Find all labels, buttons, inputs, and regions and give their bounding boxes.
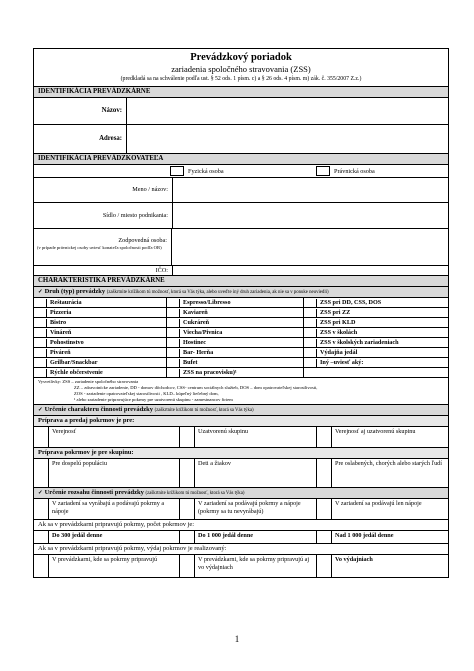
note-line: ZOS - zariadenie opatrovateľskej starostlivosti , KLD– kúpeľný liečebný dom, [74,391,219,396]
type-label: Bistro [50,319,67,326]
type-checkbox[interactable] [304,329,317,337]
both-checkbox[interactable] [317,427,332,447]
type-option [34,298,167,307]
type-row [34,368,448,378]
form [33,48,449,578]
type-grid [34,298,448,378]
type-option [304,328,448,337]
type-checkbox[interactable] [167,299,180,307]
provider-name-label: Meno / názov: [34,178,173,202]
for-heading: Príprava pokrmov je pre skupinu: [34,448,448,459]
type-option [167,338,304,347]
option-label: V zariadení sa vyrábajú a podávajú pokrmy a nápoje [52,500,165,515]
drinks-only-checkbox[interactable] [317,499,332,519]
type-label: ZSS na pracovisku)¹ [183,369,237,376]
type-checkbox[interactable] [34,299,47,307]
type-label: Cukráreň [183,319,210,326]
type-checkbox[interactable] [167,339,180,347]
type-label: Iný –uviesť aký: [320,359,364,366]
type-option [34,348,167,357]
type-label: ZSS pri DD, CSS, DOS [320,299,382,306]
activity-heading-row [34,405,448,416]
provider-name-field[interactable] [173,178,448,202]
type-row [34,318,448,328]
note-line: Vysvetlivky: ZSS – zariadenie spoločného stravovania [38,379,139,384]
type-option [167,298,304,307]
option-label: Verejnosť aj uzatvorenú skupinu [335,428,416,435]
responsible-label: Zodpovedná osoba: [118,237,167,244]
type-checkbox[interactable] [167,319,180,327]
option-label: Verejnosť [52,428,77,435]
type-option [304,308,448,317]
responsible-note: (v prípade právnickej osoby uviesť konateľa spoločnosti podľa OR) [37,245,162,250]
type-label: ZSS pri ZZ [320,309,351,316]
count-heading: Ak sa v prevádzkarni pripravujú pokrmy, počet pokrmov je: [34,520,448,531]
section-operator: IDENTIFIKÁCIA PREVÁDZKÁRNE [34,87,448,98]
type-option [167,308,304,317]
type-heading: Druh (typ) prevádzky [44,288,106,295]
type-option [167,348,304,357]
note-line: ¹ alebo zariadenie pripravujúce pokrmy pre uzatvorenú skupinu - zamestnancov firiem [74,397,233,402]
type-label: Reštaurácia [50,299,82,306]
option-label: Uzatvorenú skupinu [198,428,249,435]
legal-note: (predkladá sa na schválenie podľa ust. § 52 ods. 1 písm. c) a § 26 ods. 4 písm. m) zák. č. 355/2007 Z.z.) [120,76,362,82]
type-checkbox[interactable] [167,309,180,317]
type-option [304,348,448,357]
type-option [34,368,167,377]
count-1000-checkbox[interactable] [180,531,195,543]
checkmark-icon: ✓ [38,289,43,295]
where-heading: Ak sa v prevádzkarni pripravujú pokrmy, výdaj pokrmov je realizovaný: [34,544,448,555]
responsible-field[interactable] [172,229,448,265]
public-checkbox[interactable] [34,427,49,447]
type-option [304,358,448,367]
seat-label: Sídlo / miesto podnikania: [34,203,173,228]
type-option [167,368,304,377]
ico-field[interactable] [173,266,448,275]
section-characteristics: CHARAKTERISTIKA PREVÁDZKÁRNE [34,276,448,287]
type-checkbox[interactable] [34,329,47,337]
type-label: Hostinec [183,339,207,346]
name-field[interactable] [127,98,448,124]
form-subtitle: zariadenia spoločného stravovania (ZSS) [171,64,311,74]
type-checkbox[interactable] [34,349,47,357]
type-checkbox[interactable] [167,359,180,367]
activity-heading: Určenie charakteru činnosti prevádzky [44,406,153,413]
children-checkbox[interactable] [180,459,195,487]
type-option [34,338,167,347]
name-label: Názov: [34,98,127,124]
address-label: Adresa: [34,125,127,153]
type-option [304,318,448,327]
type-label: ZSS v školách [320,329,358,336]
seat-field[interactable] [173,203,448,228]
type-label: Kaviareň [183,309,208,316]
type-checkbox[interactable] [167,369,180,377]
type-row [34,308,448,318]
type-row [34,338,448,348]
type-checkbox[interactable] [304,349,317,357]
type-option [167,358,304,367]
type-checkbox[interactable] [304,339,317,347]
option-label: Pre dospelú populáciu [52,460,107,467]
type-option [304,338,448,347]
note-line: ZZ – zdravotnícke zariadenie, DD - domov dôchodcov, CSS- centrum sociálnych služieb, DOS – dom opatrovateľskej starostlivosti, [74,385,318,390]
prep-heading: Príprava a predaj pokrmov je pre: [34,416,448,427]
type-row [34,358,448,368]
type-option [167,328,304,337]
option-label: Nad 1 000 jedál denne [335,532,394,539]
type-checkbox[interactable] [34,359,47,367]
closed-group-checkbox[interactable] [180,427,195,447]
option-label: V prevádzkarni, kde sa pokrmy pripravujú aj vo výdajniach [198,556,310,571]
type-label: Espresso/Libresso [183,299,231,306]
type-checkbox[interactable] [304,299,317,307]
type-option [167,318,304,327]
section-provider: IDENTIFIKÁCIA PREVÁDZKOVATEĽA [34,154,448,165]
type-checkbox[interactable] [34,369,47,377]
legal-person-label: Právnická osoba [334,167,375,175]
produce-serve-checkbox[interactable] [34,499,49,519]
address-field[interactable] [127,125,448,153]
type-row [34,328,448,338]
form-header [34,49,448,87]
type-option [34,358,167,367]
scope-heading-row [34,488,448,499]
type-option [34,318,167,327]
checkmark-icon: ✓ [38,407,43,413]
where-kitchen-checkbox[interactable] [34,555,49,577]
type-label: Výdajňa jedál [320,349,358,356]
type-option [304,298,448,307]
type-label: Bar- Herňa [183,349,214,356]
type-checkbox[interactable] [304,309,317,317]
count-over-1000-checkbox[interactable] [317,531,332,543]
legal-person-checkbox[interactable] [316,166,330,176]
checkmark-icon: ✓ [38,490,43,496]
option-label: Do 300 jedál denne [52,532,103,539]
activity-hint: (zaškrtnite krížikom tú možnosť, ktorá sa Vás týka) [154,408,254,413]
type-checkbox[interactable] [304,319,317,327]
type-row [34,298,448,308]
sick-checkbox[interactable] [317,459,332,487]
natural-person-checkbox[interactable] [170,166,184,176]
type-label: Rýchle občerstvenie [50,369,103,376]
ico-label: IČO: [34,266,173,275]
type-checkbox[interactable] [167,349,180,357]
count-300-checkbox[interactable] [34,531,49,543]
type-label: Viecha/Pivnica [183,329,223,336]
form-title: Prevádzkový poriadok [190,52,292,63]
option-label: V prevádzkarni, kde sa pokrmy pripravujú [52,556,158,563]
option-label: V zariadení sa podávajú len nápoje [335,500,422,507]
type-row [34,348,448,358]
scope-heading: Určenie rozsahu činnosti prevádzky [44,489,144,496]
type-heading-row [34,287,448,298]
option-label: Do 1 000 jedál denne [198,532,254,539]
type-checkbox[interactable] [167,329,180,337]
type-label: ZSS pri KLD [320,319,356,326]
type-label: Pizzeria [50,309,72,316]
serve-only-checkbox[interactable] [180,499,195,519]
where-outlets-checkbox[interactable] [317,555,332,577]
type-checkbox[interactable] [304,359,317,367]
type-hint: (zaškrtnite krížikom tú možnosť, ktorá sa Vás týka, alebo uveďte iný druh zariadenia, ak nie sa v ponuke neuviedli) [106,290,329,295]
option-label: Deti a žiakov [198,460,231,467]
type-option [34,308,167,317]
type-label: ZSS v školských zariadeniach [320,339,399,346]
type-label: Pohostinstvo [50,339,84,346]
type-checkbox[interactable] [34,309,47,317]
option-label: Pre oslabených, chorých alebo starých ľudí [335,460,442,467]
type-checkbox[interactable] [34,339,47,347]
type-checkbox[interactable] [34,319,47,327]
scope-hint: (zaškrtnite krížikom tú možnosť, ktorá sa Vás týka) [145,491,245,496]
type-option [34,328,167,337]
natural-person-label: Fyzická osoba [188,167,224,175]
option-label: V zariadení sa podávajú pokrmy a nápoje (pokrmy sa tu nevyrábajú) [198,500,301,515]
type-option [304,368,448,377]
type-label: Grilbar/Snackbar [50,359,98,366]
adults-checkbox[interactable] [34,459,49,487]
type-label: Piváreň [50,349,71,356]
page-number: 1 [234,634,240,644]
where-both-checkbox[interactable] [180,555,195,577]
type-label: Vináreň [50,329,72,336]
explanations [34,378,448,405]
option-label: Vo výdajniach [335,556,373,563]
type-label: Bufet [183,359,198,366]
